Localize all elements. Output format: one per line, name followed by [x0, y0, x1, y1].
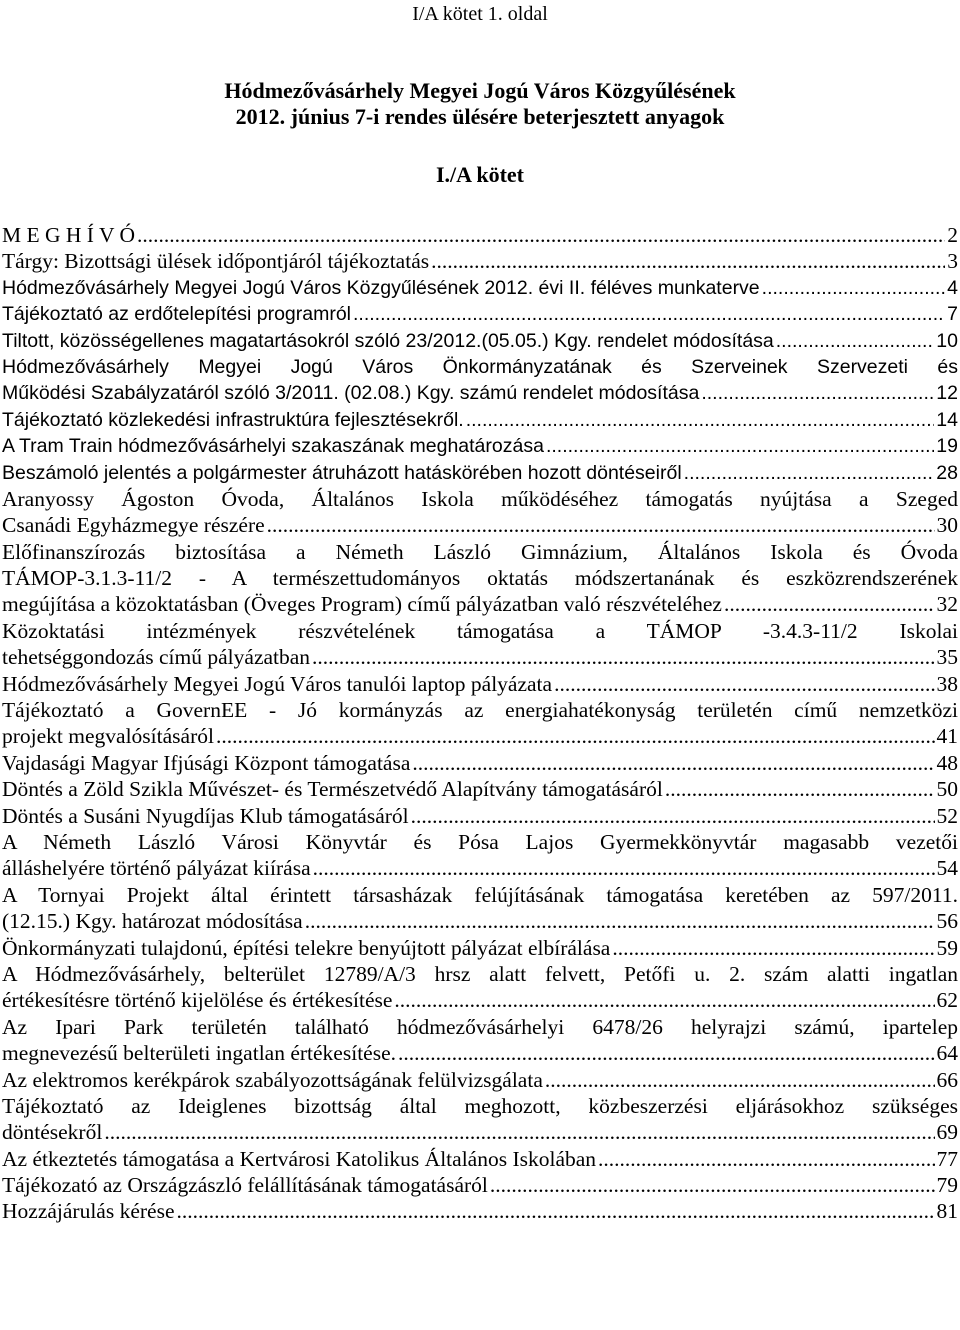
toc-entry-text: TÁMOP-3.1.3-11/2 - A természettudományos oktatás módszertanának és eszközrendszerének	[2, 566, 958, 591]
toc-entry[interactable]	[2, 248, 958, 274]
toc-entry[interactable]	[2, 935, 958, 961]
toc-page-number: 77	[936, 1146, 958, 1171]
toc-entry-text: projekt megvalósításáról	[2, 724, 214, 749]
toc-entry[interactable]	[2, 750, 958, 776]
toc-entry-text: tehetséggondozás című pályázatban	[2, 645, 311, 670]
toc-entry-text: Az Ipari Park területén található hódmezővásárhelyi 6478/26 helyrajzi számú, ipartelep	[2, 1014, 958, 1039]
dot-leader	[394, 987, 934, 1013]
toc-page-number: 12	[936, 382, 958, 405]
toc-entry-text: Az étkeztetés támogatása a Kertvárosi Katolikus Általános Iskolában	[2, 1146, 597, 1171]
toc-entry[interactable]	[2, 539, 958, 618]
toc-page-number: 14	[936, 408, 958, 431]
toc-entry-text: Tárgy: Bizottsági ülések időpontjáról tájékoztatás	[2, 249, 430, 274]
toc-entry[interactable]	[2, 407, 958, 433]
toc-entry[interactable]	[2, 1093, 958, 1146]
dot-leader	[104, 1119, 934, 1145]
toc-entry-text: Hódmezővásárhely Megyei Jogú Város tanulói laptop pályázata	[2, 671, 553, 696]
toc-entry-text: álláshelyére történő pályázat kiírása	[2, 856, 311, 881]
toc-entry[interactable]	[2, 354, 958, 407]
toc-entry-text: Az elektromos kerékpárok szabályozottságának felülvizsgálata	[2, 1067, 543, 1092]
dot-leader	[684, 460, 935, 486]
toc-entry-text: döntésekről	[2, 1120, 103, 1145]
dot-leader	[554, 671, 934, 697]
toc-entry-text: Tájékoztató közlekedési infrastruktúra fejlesztésekről.	[2, 408, 464, 431]
toc-page-number: 4	[947, 276, 958, 299]
toc-entry[interactable]	[2, 776, 958, 802]
toc-page-number: 48	[936, 750, 958, 775]
toc-entry-text: Tájékoztató a GovernEE - Jó kormányzás az energiahatékonyság területén című nemzetközi	[2, 698, 958, 723]
toc-entry-text: A Németh László Városi Könyvtár és Pósa Lajos Gyermekkönyvtár magasabb vezetői	[2, 829, 958, 854]
toc-entry-text: Döntés a Zöld Szikla Művészet- és Természetvédő Alapítvány támogatásáról	[2, 777, 663, 802]
toc-entry[interactable]	[2, 1014, 958, 1067]
toc-entry-text: Hódmezővásárhely Megyei Jogú Város Közgyűlésének 2012. évi II. féléves munkaterve	[2, 276, 760, 299]
toc-entry[interactable]	[2, 882, 958, 935]
dot-leader	[724, 591, 935, 617]
toc-entry-text: A Tornyai Projekt által érintett társasházak felújításának támogatása keretében az 597/2011.	[2, 882, 958, 907]
toc-entry[interactable]	[2, 618, 958, 671]
toc-entry-text: Önkormányzati tulajdonú, építési telekre benyújtott pályázat elbírálása	[2, 935, 611, 960]
toc-page-number: 50	[936, 777, 958, 802]
dot-leader	[701, 380, 934, 406]
dot-leader	[598, 1146, 934, 1172]
toc-entry-text: M E G H Í V Ó	[2, 223, 135, 247]
dot-leader	[612, 935, 934, 961]
toc-entry-text: Működési Szabályzatáról szóló 3/2011. (02.08.) Kgy. számú rendelet módosítása	[2, 382, 700, 405]
toc-entry-text: Tájékozató az Országzászló felállításának támogatásáról	[2, 1173, 488, 1198]
toc-entry-text: A Tram Train hódmezővásárhelyi szakaszának meghatározása	[2, 435, 544, 458]
toc-entry[interactable]	[2, 697, 958, 750]
dot-leader	[466, 407, 935, 433]
toc-page-number: 59	[936, 935, 958, 960]
dot-leader	[267, 512, 935, 538]
dot-leader	[776, 328, 935, 354]
dot-leader	[412, 750, 934, 776]
toc-page-number: 79	[936, 1173, 958, 1198]
toc-entry[interactable]	[2, 961, 958, 1014]
dot-leader	[312, 644, 934, 670]
dot-leader	[216, 723, 935, 749]
toc-entry-text: Beszámoló jelentés a polgármester átruházott hatáskörében hozott döntéseiről	[2, 461, 682, 484]
page-header: I/A kötet 1. oldal	[412, 3, 548, 25]
toc-entry[interactable]	[2, 671, 958, 697]
toc-entry-text: (12.15.) Kgy. határozat módosítása	[2, 909, 303, 934]
toc-entry-text: Tájékoztató az erdőtelepítési programról	[2, 303, 352, 326]
toc-entry-text: megnevezésű belterületi ingatlan értékesítése.	[2, 1041, 396, 1066]
dot-leader	[313, 855, 935, 881]
toc-page-number: 66	[936, 1067, 958, 1092]
toc-entry-text: Hozzájárulás kérése	[2, 1199, 175, 1224]
toc-page-number: 30	[936, 513, 958, 538]
toc-page-number: 2	[947, 223, 958, 247]
dot-leader	[137, 222, 945, 248]
dot-leader	[353, 301, 945, 327]
dot-leader	[762, 275, 945, 301]
toc-entry[interactable]	[2, 1198, 958, 1224]
toc-page-number: 7	[947, 303, 958, 326]
dot-leader	[545, 1067, 935, 1093]
toc-entry-text: A Hódmezővásárhely, belterület 12789/A/3 hrsz alatt felvett, Petőfi u. 2. szám alatti ingatlan	[2, 961, 958, 986]
toc-entry-text: Vajdasági Magyar Ifjúsági Központ támogatása	[2, 750, 411, 775]
toc-page-number: 54	[936, 856, 958, 881]
toc-entry-text: Csanádi Egyházmegye részére	[2, 513, 265, 538]
dot-leader	[490, 1172, 935, 1198]
toc-page-number: 28	[936, 461, 958, 484]
toc-entry[interactable]	[2, 222, 958, 248]
toc-entry-text: értékesítésre történő kijelölése és értékesítése	[2, 988, 393, 1013]
toc-page-number: 69	[936, 1120, 958, 1145]
toc-page-number: 62	[936, 988, 958, 1013]
dot-leader	[546, 433, 934, 459]
toc-entry-text: Hódmezővásárhely Megyei Jogú Város Önkormányzatának és Szerveinek Szervezeti és	[2, 355, 958, 378]
toc-page-number: 52	[936, 803, 958, 828]
toc-entry-text: Előfinanszírozás biztosítása a Németh László Gimnázium, Általános Iskola és Óvoda	[2, 539, 958, 564]
toc-entry-text: Tájékoztató az Ideiglenes bizottság által meghozott, közbeszerzési eljárásokhoz szükséges	[2, 1093, 958, 1118]
toc-page-number: 19	[936, 435, 958, 458]
toc-entry[interactable]	[2, 275, 958, 301]
toc-entry-text: Tiltott, közösségellenes magatartásokról szóló 23/2012.(05.05.) Kgy. rendelet módosítása	[2, 329, 774, 352]
toc-page-number: 81	[936, 1199, 958, 1224]
toc-page-number: 32	[936, 592, 958, 617]
toc-entry[interactable]	[2, 829, 958, 882]
table-of-contents	[2, 222, 958, 1225]
document-title-line-2: 2012. június 7-i rendes ülésére beterjesztett anyagok	[235, 104, 725, 129]
toc-entry-text: Közoktatási intézmények részvételének támogatása a TÁMOP -3.4.3-11/2 Iskolai	[2, 618, 958, 643]
toc-entry[interactable]	[2, 433, 958, 459]
toc-entry-text: Aranyossy Ágoston Óvoda, Általános Iskola működéséhez támogatás nyújtása a Szeged	[2, 486, 958, 511]
toc-page-number: 38	[936, 671, 958, 696]
toc-entry-text: Döntés a Susáni Nyugdíjas Klub támogatásáról	[2, 803, 409, 828]
toc-entry[interactable]	[2, 1067, 958, 1093]
toc-page-number: 3	[947, 249, 958, 274]
dot-leader	[177, 1198, 935, 1224]
toc-page-number: 35	[936, 645, 958, 670]
toc-entry-text: megújítása a közoktatásban (Öveges Program) című pályázatban való részvételéhez	[2, 592, 722, 617]
toc-page-number: 64	[936, 1041, 958, 1066]
dot-leader	[398, 1040, 935, 1066]
dot-leader	[431, 248, 945, 274]
toc-entry[interactable]	[2, 328, 958, 354]
document-title-line-1: Hódmezővásárhely Megyei Jogú Város Közgyűlésének	[224, 78, 736, 103]
toc-page-number: 41	[936, 724, 958, 749]
toc-entry[interactable]	[2, 803, 958, 829]
toc-entry[interactable]	[2, 1146, 958, 1172]
volume-label: I./A kötet	[436, 162, 524, 187]
dot-leader	[411, 803, 935, 829]
dot-leader	[665, 776, 935, 802]
toc-entry[interactable]	[2, 460, 958, 486]
toc-page-number: 10	[936, 329, 958, 352]
toc-entry[interactable]	[2, 301, 958, 327]
dot-leader	[305, 908, 935, 934]
toc-entry[interactable]	[2, 486, 958, 539]
toc-entry[interactable]	[2, 1172, 958, 1198]
toc-page-number: 56	[936, 909, 958, 934]
